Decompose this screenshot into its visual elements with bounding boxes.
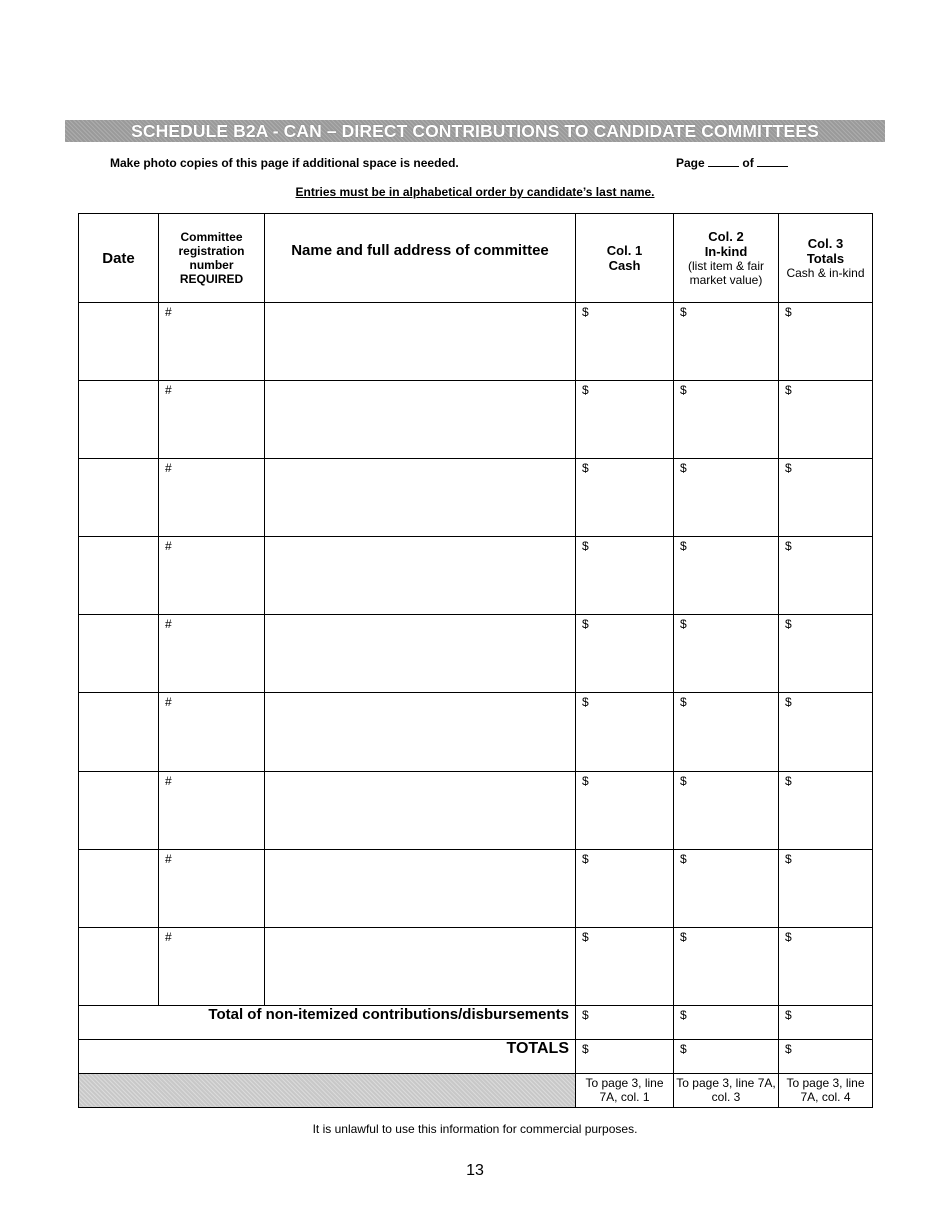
col2-sub: In-kind bbox=[704, 244, 748, 259]
table-row bbox=[79, 927, 873, 1005]
header-col2 bbox=[674, 214, 779, 303]
col3-totals-cell[interactable]: $ bbox=[779, 615, 873, 693]
col2-inkind-cell[interactable]: $ bbox=[674, 459, 779, 537]
name-address-cell[interactable] bbox=[265, 459, 576, 537]
date-cell[interactable] bbox=[79, 381, 159, 459]
date-cell[interactable] bbox=[79, 771, 159, 849]
alphabetical-note-text: Entries must be in alphabetical order by candidate’s last name. bbox=[295, 185, 655, 199]
col1-cash-cell[interactable]: $ bbox=[576, 771, 674, 849]
header-name-address: Name and full address of committee bbox=[265, 214, 576, 303]
name-address-cell[interactable] bbox=[265, 771, 576, 849]
table-header-row bbox=[79, 214, 873, 303]
shaded-filler bbox=[79, 1073, 576, 1107]
registration-cell[interactable]: # bbox=[159, 303, 265, 381]
registration-cell[interactable]: # bbox=[159, 849, 265, 927]
registration-cell[interactable]: # bbox=[159, 771, 265, 849]
registration-cell[interactable]: # bbox=[159, 459, 265, 537]
header-registration-line: registration bbox=[178, 244, 245, 258]
col1-cash-cell[interactable]: $ bbox=[576, 693, 674, 771]
col3-title: Col. 3 bbox=[807, 236, 844, 251]
col1-cash-cell[interactable]: $ bbox=[576, 849, 674, 927]
col3-sub: Totals bbox=[806, 251, 845, 266]
table-row bbox=[79, 537, 873, 615]
nonitemized-col3[interactable]: $ bbox=[779, 1005, 873, 1039]
col3-totals-cell[interactable]: $ bbox=[779, 537, 873, 615]
col1-title: Col. 1 bbox=[606, 243, 643, 258]
totals-col1[interactable]: $ bbox=[576, 1039, 674, 1073]
col2-inkind-cell[interactable]: $ bbox=[674, 537, 779, 615]
nonitemized-row bbox=[79, 1005, 873, 1039]
col2-inkind-cell[interactable]: $ bbox=[674, 615, 779, 693]
unlawful-notice: It is unlawful to use this information for commercial purposes. bbox=[312, 1122, 638, 1136]
page-number-blank[interactable] bbox=[708, 156, 739, 167]
page-total-blank[interactable] bbox=[757, 156, 788, 167]
totals-row bbox=[79, 1039, 873, 1073]
col2-inkind-cell[interactable]: $ bbox=[674, 927, 779, 1005]
header-registration bbox=[159, 214, 265, 303]
table-row bbox=[79, 303, 873, 381]
table-row bbox=[79, 693, 873, 771]
col3-totals-cell[interactable]: $ bbox=[779, 381, 873, 459]
date-cell[interactable] bbox=[79, 849, 159, 927]
table-row bbox=[79, 615, 873, 693]
date-cell[interactable] bbox=[79, 615, 159, 693]
date-cell[interactable] bbox=[79, 459, 159, 537]
name-address-cell[interactable] bbox=[265, 849, 576, 927]
col3-totals-cell[interactable]: $ bbox=[779, 771, 873, 849]
col2-inkind-cell[interactable]: $ bbox=[674, 303, 779, 381]
totals-col3[interactable]: $ bbox=[779, 1039, 873, 1073]
table-row bbox=[79, 849, 873, 927]
topage-col3: To page 3, line 7A, col. 4 bbox=[779, 1073, 873, 1107]
col3-totals-cell[interactable]: $ bbox=[779, 459, 873, 537]
schedule-banner bbox=[65, 120, 885, 142]
registration-cell[interactable]: # bbox=[159, 927, 265, 1005]
date-cell[interactable] bbox=[79, 693, 159, 771]
photo-copies-note: Make photo copies of this page if additional space is needed. bbox=[110, 156, 459, 170]
col1-cash-cell[interactable]: $ bbox=[576, 381, 674, 459]
col3-totals-cell[interactable]: $ bbox=[779, 849, 873, 927]
table-row bbox=[79, 381, 873, 459]
table-row bbox=[79, 459, 873, 537]
nonitemized-label: Total of non-itemized contributions/disbursements bbox=[79, 1005, 576, 1039]
col1-sub: Cash bbox=[608, 258, 641, 273]
col3-note: Cash & in-kind bbox=[786, 266, 865, 280]
page-label: Page bbox=[676, 156, 705, 170]
header-col3 bbox=[779, 214, 873, 303]
topage-col2: To page 3, line 7A, col. 3 bbox=[674, 1073, 779, 1107]
contributions-table bbox=[78, 213, 873, 1108]
col3-totals-cell[interactable]: $ bbox=[779, 303, 873, 381]
col1-cash-cell[interactable]: $ bbox=[576, 303, 674, 381]
header-date: Date bbox=[79, 214, 159, 303]
topage-col1: To page 3, line 7A, col. 1 bbox=[576, 1073, 674, 1107]
totals-col2[interactable]: $ bbox=[674, 1039, 779, 1073]
name-address-cell[interactable] bbox=[265, 303, 576, 381]
nonitemized-col1[interactable]: $ bbox=[576, 1005, 674, 1039]
page-number: 13 bbox=[466, 1162, 484, 1179]
registration-cell[interactable]: # bbox=[159, 537, 265, 615]
registration-cell[interactable]: # bbox=[159, 693, 265, 771]
table-row bbox=[79, 771, 873, 849]
header-registration-line: REQUIRED bbox=[179, 272, 244, 286]
date-cell[interactable] bbox=[79, 303, 159, 381]
name-address-cell[interactable] bbox=[265, 693, 576, 771]
col2-inkind-cell[interactable]: $ bbox=[674, 693, 779, 771]
name-address-cell[interactable] bbox=[265, 381, 576, 459]
col1-cash-cell[interactable]: $ bbox=[576, 537, 674, 615]
col3-totals-cell[interactable]: $ bbox=[779, 693, 873, 771]
col3-totals-cell[interactable]: $ bbox=[779, 927, 873, 1005]
nonitemized-col2[interactable]: $ bbox=[674, 1005, 779, 1039]
col2-title: Col. 2 bbox=[708, 229, 744, 244]
of-label: of bbox=[742, 156, 754, 170]
name-address-cell[interactable] bbox=[265, 537, 576, 615]
date-cell[interactable] bbox=[79, 537, 159, 615]
alphabetical-note bbox=[0, 185, 950, 199]
name-address-cell[interactable] bbox=[265, 927, 576, 1005]
col1-cash-cell[interactable]: $ bbox=[576, 927, 674, 1005]
registration-cell[interactable]: # bbox=[159, 615, 265, 693]
registration-cell[interactable]: # bbox=[159, 381, 265, 459]
col2-inkind-cell[interactable]: $ bbox=[674, 381, 779, 459]
totals-label: TOTALS bbox=[79, 1039, 576, 1073]
col1-cash-cell[interactable]: $ bbox=[576, 459, 674, 537]
name-address-cell[interactable] bbox=[265, 615, 576, 693]
header-registration-line: Committee bbox=[180, 230, 243, 244]
page-of-line bbox=[676, 156, 788, 170]
col2-inkind-cell[interactable]: $ bbox=[674, 849, 779, 927]
to-page-row bbox=[79, 1073, 873, 1107]
col1-cash-cell[interactable]: $ bbox=[576, 615, 674, 693]
col2-note: (list item & fair market value) bbox=[687, 259, 764, 287]
schedule-title: SCHEDULE B2A - CAN – DIRECT CONTRIBUTIONS TO CANDIDATE COMMITTEES bbox=[131, 120, 819, 141]
header-col1 bbox=[576, 214, 674, 303]
col2-inkind-cell[interactable]: $ bbox=[674, 771, 779, 849]
entry-rows bbox=[79, 303, 873, 1006]
header-registration-line: number bbox=[189, 258, 234, 272]
date-cell[interactable] bbox=[79, 927, 159, 1005]
